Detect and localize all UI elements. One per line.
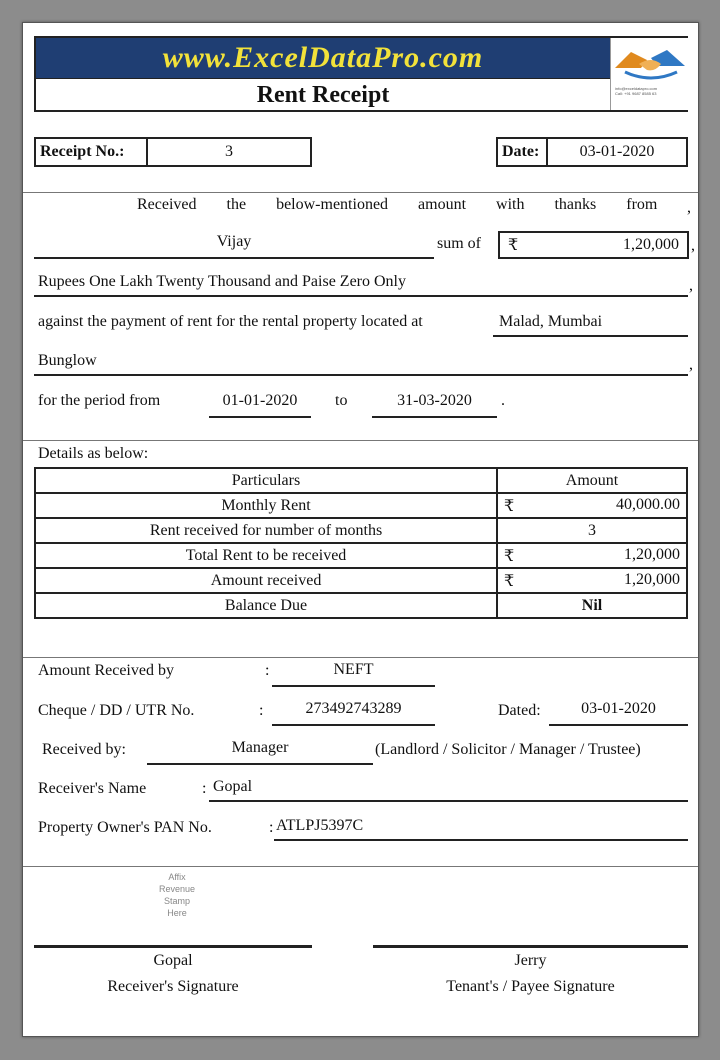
sum-label: sum of <box>437 235 481 252</box>
particular-cell: Total Rent to be received <box>35 543 497 568</box>
against-text: against the payment of rent for the rental property located at <box>38 313 423 330</box>
amount-cell[interactable]: 3 <box>497 518 687 543</box>
cheque-no-field[interactable]: 273492743289 <box>272 700 435 726</box>
comma: , <box>691 237 695 254</box>
mode-label: Amount Received by <box>38 662 174 679</box>
dated-field[interactable]: 03-01-2020 <box>549 700 688 726</box>
particular-cell: Rent received for number of months <box>35 518 497 543</box>
details-heading: Details as below: <box>38 445 149 462</box>
page-title: Rent Receipt <box>36 78 610 111</box>
particular-cell: Monthly Rent <box>35 493 497 518</box>
received-by-options: (Landlord / Solicitor / Manager / Trustee) <box>375 741 641 758</box>
property-type-field[interactable]: Bunglow <box>34 352 688 376</box>
amount-cell[interactable]: ₹ 40,000.00 <box>497 493 687 518</box>
tenant-signature-name: Jerry <box>514 952 547 969</box>
period-to-field[interactable]: 31-03-2020 <box>372 392 497 418</box>
sum-field[interactable]: ₹ 1,20,000 <box>498 231 689 259</box>
comma: , <box>687 199 691 216</box>
table-row <box>35 568 687 593</box>
period-end: . <box>501 392 505 409</box>
from-name-field[interactable]: Vijay <box>34 233 434 259</box>
handshake-logo-icon <box>610 38 689 110</box>
divider <box>23 440 698 441</box>
date-field[interactable]: 03-01-2020 <box>546 137 688 167</box>
divider <box>23 866 698 867</box>
amount-in-words-field[interactable]: Rupees One Lakh Twenty Thousand and Paise Zero Only <box>34 273 688 297</box>
colon: : <box>259 702 264 719</box>
tenant-signature-label: Tenant's / Payee Signature <box>446 978 615 995</box>
table-row <box>35 593 687 618</box>
receiver-name-label: Receiver's Name <box>38 780 147 797</box>
divider <box>23 192 698 193</box>
colon: : <box>269 819 274 836</box>
website-url[interactable]: www.ExcelDataPro.com <box>162 41 484 74</box>
cheque-label: Cheque / DD / UTR No. <box>38 702 195 719</box>
date-label: Date: <box>496 137 548 167</box>
receiver-signature-label: Receiver's Signature <box>107 978 239 995</box>
particular-cell: Balance Due <box>35 593 497 618</box>
table-row <box>35 518 687 543</box>
balance-due-cell[interactable]: Nil <box>497 593 687 618</box>
details-table <box>34 467 688 619</box>
particular-cell: Amount received <box>35 568 497 593</box>
received-by-field[interactable]: Manager <box>147 739 373 765</box>
col-amount: Amount <box>497 468 687 493</box>
receiver-signature-name: Gopal <box>153 952 193 969</box>
amount-cell[interactable]: ₹ 1,20,000 <box>497 568 687 593</box>
to-label: to <box>335 392 348 409</box>
website-bar <box>36 38 610 78</box>
colon: : <box>265 662 270 679</box>
receipt-no-field[interactable]: 3 <box>146 137 312 167</box>
amount-cell[interactable]: ₹ 1,20,000 <box>497 543 687 568</box>
pan-field[interactable]: ATLPJ5397C <box>274 817 688 841</box>
table-row <box>35 493 687 518</box>
table-row <box>35 543 687 568</box>
header-banner <box>34 36 688 112</box>
comma: , <box>689 356 693 373</box>
received-text: Received the below-mentioned amount with thanks from <box>137 196 658 213</box>
period-label: for the period from <box>38 392 161 409</box>
divider <box>23 657 698 658</box>
received-by-label: Received by: <box>42 741 126 758</box>
receipt-no-label: Receipt No.: <box>34 137 148 167</box>
payment-mode-field[interactable]: NEFT <box>272 661 435 687</box>
colon: : <box>202 780 207 797</box>
dated-label: Dated: <box>498 702 541 719</box>
location-field[interactable]: Malad, Mumbai <box>493 313 688 337</box>
table-header-row <box>35 468 687 493</box>
receiver-signature-line[interactable] <box>34 945 312 948</box>
period-from-field[interactable]: 01-01-2020 <box>209 392 311 418</box>
tenant-signature-line[interactable] <box>373 945 688 948</box>
logo-contact: info@exceldatapro.com Call: +91 9687 8585 63 <box>615 86 658 96</box>
revenue-stamp-placeholder: Affix Revenue Stamp Here <box>158 872 196 918</box>
col-particulars: Particulars <box>35 468 497 493</box>
pan-label: Property Owner's PAN No. <box>38 819 212 836</box>
receipt-page <box>22 22 699 1037</box>
receiver-name-field[interactable]: Gopal <box>209 778 688 802</box>
comma: , <box>689 277 693 294</box>
